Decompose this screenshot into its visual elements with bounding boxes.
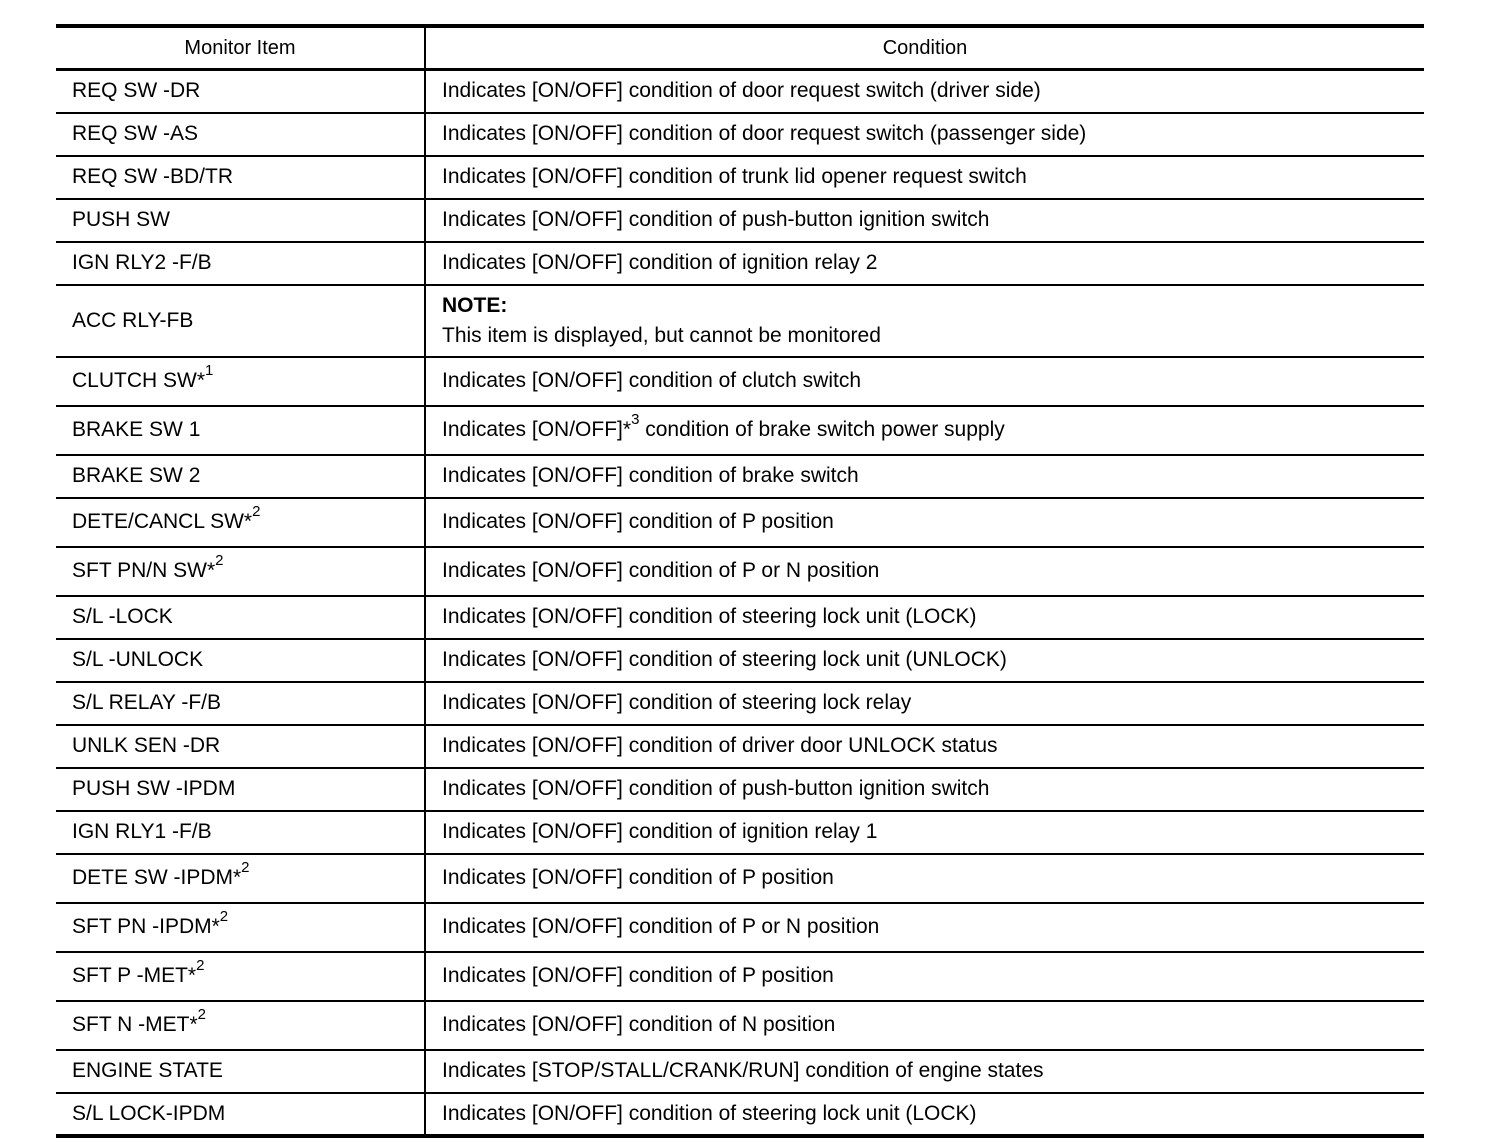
footnote-marker: 2 — [219, 908, 229, 925]
condition-cell: Indicates [ON/OFF] condition of door request switch (passenger side) — [425, 113, 1424, 156]
condition-cell: Indicates [ON/OFF] condition of steering lock unit (LOCK) — [442, 1101, 977, 1125]
table-header-row — [56, 26, 1424, 70]
table-row — [56, 357, 1424, 406]
condition-cell: Indicates [ON/OFF] condition of P or N position — [425, 547, 1424, 596]
condition-cell: Indicates [ON/OFF]*$^3$ condition of brake switch power supply — [425, 406, 1424, 455]
monitor-item-cell: BRAKE SW 2 — [56, 455, 425, 498]
condition-cell: Indicates [ON/OFF] condition of push-button ignition switch — [425, 768, 1424, 811]
monitor-item-cell: S/L -UNLOCK — [56, 639, 425, 682]
condition-cell: Indicates [ON/OFF] condition of clutch switch — [425, 357, 1424, 406]
condition-cell: Indicates [ON/OFF] condition of N position — [425, 1001, 1424, 1050]
header-monitor-item: Monitor Item — [56, 26, 425, 70]
condition-cell: Indicates [ON/OFF] condition of P position — [425, 854, 1424, 903]
condition-cell: Indicates [ON/OFF] condition of P position — [425, 498, 1424, 547]
condition-cell: Indicates [ON/OFF] condition of ignition relay 1 — [425, 811, 1424, 854]
footnote-marker: 3 — [631, 411, 640, 428]
monitor-item-cell: DETE SW -IPDM*$^2$ — [56, 854, 425, 903]
condition-cell: Indicates [ON/OFF] condition of driver door UNLOCK status — [425, 725, 1424, 768]
table-row — [56, 768, 1424, 811]
monitor-item-cell: SFT PN -IPDM*$^2$ — [56, 903, 425, 952]
note-text: This item is displayed, but cannot be monitored — [442, 323, 881, 347]
monitor-item-cell: IGN RLY2 -F/B — [56, 242, 425, 285]
monitor-item-cell: S/L LOCK-IPDM — [56, 1093, 425, 1136]
monitor-item-cell: IGN RLY1 -F/B — [56, 811, 425, 854]
condition-cell: Indicates [ON/OFF] condition of steering lock relay — [425, 682, 1424, 725]
table-row — [56, 70, 1424, 113]
monitor-item-cell: SFT N -MET*$^2$ — [56, 1001, 425, 1050]
monitor-item-cell: BRAKE SW 1 — [56, 406, 425, 455]
condition-cell: Indicates [ON/OFF] condition of ignition relay 2 — [425, 242, 1424, 285]
condition-cell: Indicates [ON/OFF] condition of brake switch — [425, 455, 1424, 498]
monitor-item-cell: CLUTCH SW*$^1$ — [56, 357, 425, 406]
table-row — [56, 1093, 1424, 1136]
footnote-marker: 2 — [197, 1006, 206, 1023]
table-row — [56, 113, 1424, 156]
table-row — [56, 952, 1424, 1001]
condition-cell: Indicates [STOP/STALL/CRANK/RUN] condition of engine states — [425, 1050, 1424, 1093]
monitor-item-cell: REQ SW -BD/TR — [56, 156, 425, 199]
monitor-item-cell: ENGINE STATE — [56, 1050, 425, 1093]
footnote-marker: 2 — [215, 552, 224, 569]
monitor-item-cell: ACC RLY-FB — [56, 285, 425, 357]
monitor-item-table — [56, 24, 1424, 1138]
condition-cell: Indicates [ON/OFF] condition of trunk lid opener request switch — [425, 156, 1424, 199]
monitor-item-cell: PUSH SW -IPDM — [56, 768, 425, 811]
table-row — [56, 156, 1424, 199]
footnote-marker: 1 — [205, 362, 214, 379]
monitor-item-cell: UNLK SEN -DR — [56, 725, 425, 768]
monitor-item-cell: PUSH SW — [56, 199, 425, 242]
table-row — [56, 854, 1424, 903]
footnote-marker: 2 — [241, 859, 250, 876]
table-row — [56, 596, 1424, 639]
condition-cell — [425, 285, 1424, 357]
table-row — [56, 811, 1424, 854]
monitor-item-cell: REQ SW -AS — [56, 113, 425, 156]
table-row — [56, 242, 1424, 285]
table-row — [56, 1001, 1424, 1050]
condition-cell: Indicates [ON/OFF] condition of P position — [425, 952, 1424, 1001]
condition-cell: Indicates [ON/OFF] condition of door request switch (driver side) — [425, 70, 1424, 113]
table-row — [56, 725, 1424, 768]
table-row — [56, 547, 1424, 596]
table-row — [56, 903, 1424, 952]
table-row — [56, 682, 1424, 725]
table-row — [56, 285, 1424, 357]
table-row — [56, 199, 1424, 242]
footnote-marker: 2 — [252, 503, 261, 520]
table-row — [56, 639, 1424, 682]
note-label: NOTE: — [442, 293, 508, 317]
monitor-item-cell: S/L -LOCK — [56, 596, 425, 639]
condition-cell: Indicates [ON/OFF] condition of P or N position — [425, 903, 1424, 952]
monitor-item-cell: DETE/CANCL SW*$^2$ — [56, 498, 425, 547]
monitor-item-cell: REQ SW -DR — [56, 70, 425, 113]
condition-cell: Indicates [ON/OFF] condition of steering lock unit (UNLOCK) — [425, 639, 1424, 682]
table-row — [56, 1050, 1424, 1093]
monitor-item-cell: SFT PN/N SW*$^2$ — [56, 547, 425, 596]
condition-cell: Indicates [ON/OFF] condition of push-button ignition switch — [425, 199, 1424, 242]
header-condition: Condition — [425, 26, 1424, 70]
footnote-marker: 2 — [196, 957, 205, 974]
table-row — [56, 455, 1424, 498]
condition-cell: Indicates [ON/OFF] condition of steering lock unit (LOCK) — [425, 596, 1424, 639]
table-row — [56, 406, 1424, 455]
table-row — [56, 498, 1424, 547]
monitor-item-cell: SFT P -MET*$^2$ — [56, 952, 425, 1001]
monitor-item-cell: S/L RELAY -F/B — [56, 682, 425, 725]
